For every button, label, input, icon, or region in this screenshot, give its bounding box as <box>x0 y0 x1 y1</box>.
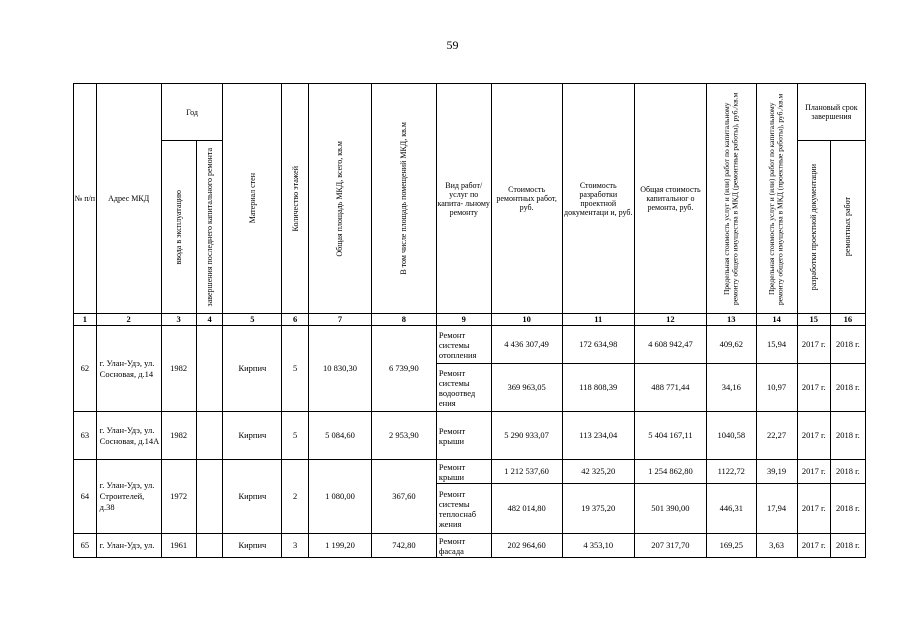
cell-year-last-repair <box>196 412 223 460</box>
cell-total-cost: 1 254 862,80 <box>634 460 706 484</box>
cell-limit-repair: 409,62 <box>707 326 756 364</box>
cell-limit-design: 39,19 <box>756 460 797 484</box>
cell-limit-design: 17,94 <box>756 484 797 534</box>
table-header <box>74 84 866 314</box>
cell-material: Кирпич <box>223 460 282 534</box>
header-design-cost: Стоимость разработки проектной документаци и, руб. <box>562 84 634 314</box>
header-work-type: Вид работ/ услуг по капита- льному ремонту <box>436 84 491 314</box>
cell-design-cost: 113 234,04 <box>562 412 634 460</box>
cell-work-type: Ремонт фасада <box>436 534 491 558</box>
cell-work-type: Ремонт системы теплоснаб жения <box>436 484 491 534</box>
cell-limit-repair: 1122,72 <box>707 460 756 484</box>
cell-deadline-design: 2017 г. <box>797 412 830 460</box>
cell-material: Кирпич <box>223 326 282 412</box>
cell-deadline-design: 2017 г. <box>797 460 830 484</box>
header-deadline-repair: ремонтных работ <box>830 141 865 314</box>
cell-total-area: 1 199,20 <box>309 534 372 558</box>
cell-work-type: Ремонт системы водоотвед ения <box>436 364 491 412</box>
header-floors: Количество этажей <box>282 84 309 314</box>
table-row <box>74 534 866 558</box>
cell-premises-area: 367,60 <box>371 460 436 534</box>
cell-repair-cost: 482 014,80 <box>491 484 562 534</box>
cell-deadline-design: 2017 г. <box>797 534 830 558</box>
cell-floors: 2 <box>282 460 309 534</box>
cell-total-cost: 207 317,70 <box>634 534 706 558</box>
cell-limit-design: 15,94 <box>756 326 797 364</box>
cell-repair-cost: 369 963,05 <box>491 364 562 412</box>
header-address: Адрес МКД <box>96 84 161 314</box>
cell-address: г. Улан-Удэ, ул. Сосновая, д.14 <box>96 326 161 412</box>
cell-deadline-repair: 2018 г. <box>830 364 865 412</box>
cell-design-cost: 4 353,10 <box>562 534 634 558</box>
cell-material: Кирпич <box>223 534 282 558</box>
column-number: 4 <box>196 314 223 326</box>
column-number: 14 <box>756 314 797 326</box>
column-number: 12 <box>634 314 706 326</box>
header-deadline: Плановый срок завершения <box>797 84 865 141</box>
cell-floors: 3 <box>282 534 309 558</box>
cell-floors: 5 <box>282 326 309 412</box>
cell-num: 62 <box>74 326 97 412</box>
cell-limit-design: 10,97 <box>756 364 797 412</box>
cell-num: 64 <box>74 460 97 534</box>
cell-design-cost: 172 634,98 <box>562 326 634 364</box>
header-total-area: Общая площадь МКД, всего, кв.м <box>309 84 372 314</box>
cell-limit-repair: 1040,58 <box>707 412 756 460</box>
cell-limit-design: 22,27 <box>756 412 797 460</box>
cell-premises-area: 6 739,90 <box>371 326 436 412</box>
page-number: 59 <box>446 38 459 52</box>
column-number: 2 <box>96 314 161 326</box>
cell-deadline-repair: 2018 г. <box>830 412 865 460</box>
cell-deadline-repair: 2018 г. <box>830 326 865 364</box>
cell-work-type: Ремонт системы отопления <box>436 326 491 364</box>
cell-total-cost: 5 404 167,11 <box>634 412 706 460</box>
cell-address: г. Улан-Удэ, ул. Сосновая, д.14А <box>96 412 161 460</box>
cell-premises-area: 742,80 <box>371 534 436 558</box>
header-year: Год <box>161 84 223 141</box>
header-wall-material: Материал стен <box>223 84 282 314</box>
column-number-row <box>74 314 866 326</box>
cell-year-last-repair <box>196 534 223 558</box>
column-number: 1 <box>74 314 97 326</box>
column-number: 9 <box>436 314 491 326</box>
cell-total-cost: 488 771,44 <box>634 364 706 412</box>
header-limit-design: Предельная стоимость услуг и (или) работ по капитальному ремонту общего имущества в МКД (проектные работы), руб./кв.м <box>756 84 797 314</box>
cell-year-commission: 1982 <box>161 326 196 412</box>
header-total-cost: Общая стоимость капитальног о ремонта, руб. <box>634 84 706 314</box>
cell-floors: 5 <box>282 412 309 460</box>
header-repair-cost: Стоимость ремонтных работ, руб. <box>491 84 562 314</box>
cell-total-area: 10 830,30 <box>309 326 372 412</box>
header-premises-area: В том числе площадь помещений МКД, кв.м <box>371 84 436 314</box>
table-body <box>74 314 866 558</box>
column-number: 5 <box>223 314 282 326</box>
cell-total-area: 1 080,00 <box>309 460 372 534</box>
cell-repair-cost: 202 964,60 <box>491 534 562 558</box>
cell-deadline-design: 2017 г. <box>797 484 830 534</box>
column-number: 11 <box>562 314 634 326</box>
cell-address: г. Улан-Удэ, ул. Строителей, д.38 <box>96 460 161 534</box>
table-row <box>74 412 866 460</box>
header-num: № п/п <box>74 84 97 314</box>
repair-plan-table <box>73 83 866 558</box>
table-row <box>74 460 866 484</box>
column-number: 16 <box>830 314 865 326</box>
cell-limit-repair: 34,16 <box>707 364 756 412</box>
cell-year-commission: 1982 <box>161 412 196 460</box>
header-deadline-design: разработки проектной документации <box>797 141 830 314</box>
cell-limit-design: 3,63 <box>756 534 797 558</box>
column-number: 10 <box>491 314 562 326</box>
cell-work-type: Ремонт крыши <box>436 460 491 484</box>
cell-total-cost: 501 390,00 <box>634 484 706 534</box>
cell-num: 65 <box>74 534 97 558</box>
header-year-commission: ввода в эксплуатацию <box>161 141 196 314</box>
cell-year-last-repair <box>196 460 223 534</box>
cell-deadline-repair: 2018 г. <box>830 484 865 534</box>
cell-work-type: Ремонт крыши <box>436 412 491 460</box>
cell-address: г. Улан-Удэ, ул. <box>96 534 161 558</box>
cell-year-commission: 1972 <box>161 460 196 534</box>
cell-year-last-repair <box>196 326 223 412</box>
cell-total-area: 5 084,60 <box>309 412 372 460</box>
cell-design-cost: 19 375,20 <box>562 484 634 534</box>
cell-deadline-repair: 2018 г. <box>830 460 865 484</box>
column-number: 3 <box>161 314 196 326</box>
cell-premises-area: 2 953,90 <box>371 412 436 460</box>
cell-deadline-repair: 2018 г. <box>830 534 865 558</box>
column-number: 6 <box>282 314 309 326</box>
column-number: 13 <box>707 314 756 326</box>
column-number: 7 <box>309 314 372 326</box>
cell-limit-repair: 169,25 <box>707 534 756 558</box>
column-number: 15 <box>797 314 830 326</box>
cell-deadline-design: 2017 г. <box>797 326 830 364</box>
cell-material: Кирпич <box>223 412 282 460</box>
header-limit-repair: Предельная стоимость услуг и (или) работ по капитальному ремонту общего имущества в МКД (ремонтные работы), руб./кв.м <box>707 84 756 314</box>
cell-total-cost: 4 608 942,47 <box>634 326 706 364</box>
cell-design-cost: 42 325,20 <box>562 460 634 484</box>
cell-repair-cost: 5 290 933,07 <box>491 412 562 460</box>
cell-limit-repair: 446,31 <box>707 484 756 534</box>
cell-repair-cost: 4 436 307,49 <box>491 326 562 364</box>
cell-repair-cost: 1 212 537,60 <box>491 460 562 484</box>
table-row <box>74 326 866 364</box>
cell-year-commission: 1961 <box>161 534 196 558</box>
header-year-last-repair: завершения последнего капитального ремонта <box>196 141 223 314</box>
column-number: 8 <box>371 314 436 326</box>
cell-design-cost: 118 808,39 <box>562 364 634 412</box>
cell-num: 63 <box>74 412 97 460</box>
cell-deadline-design: 2017 г. <box>797 364 830 412</box>
